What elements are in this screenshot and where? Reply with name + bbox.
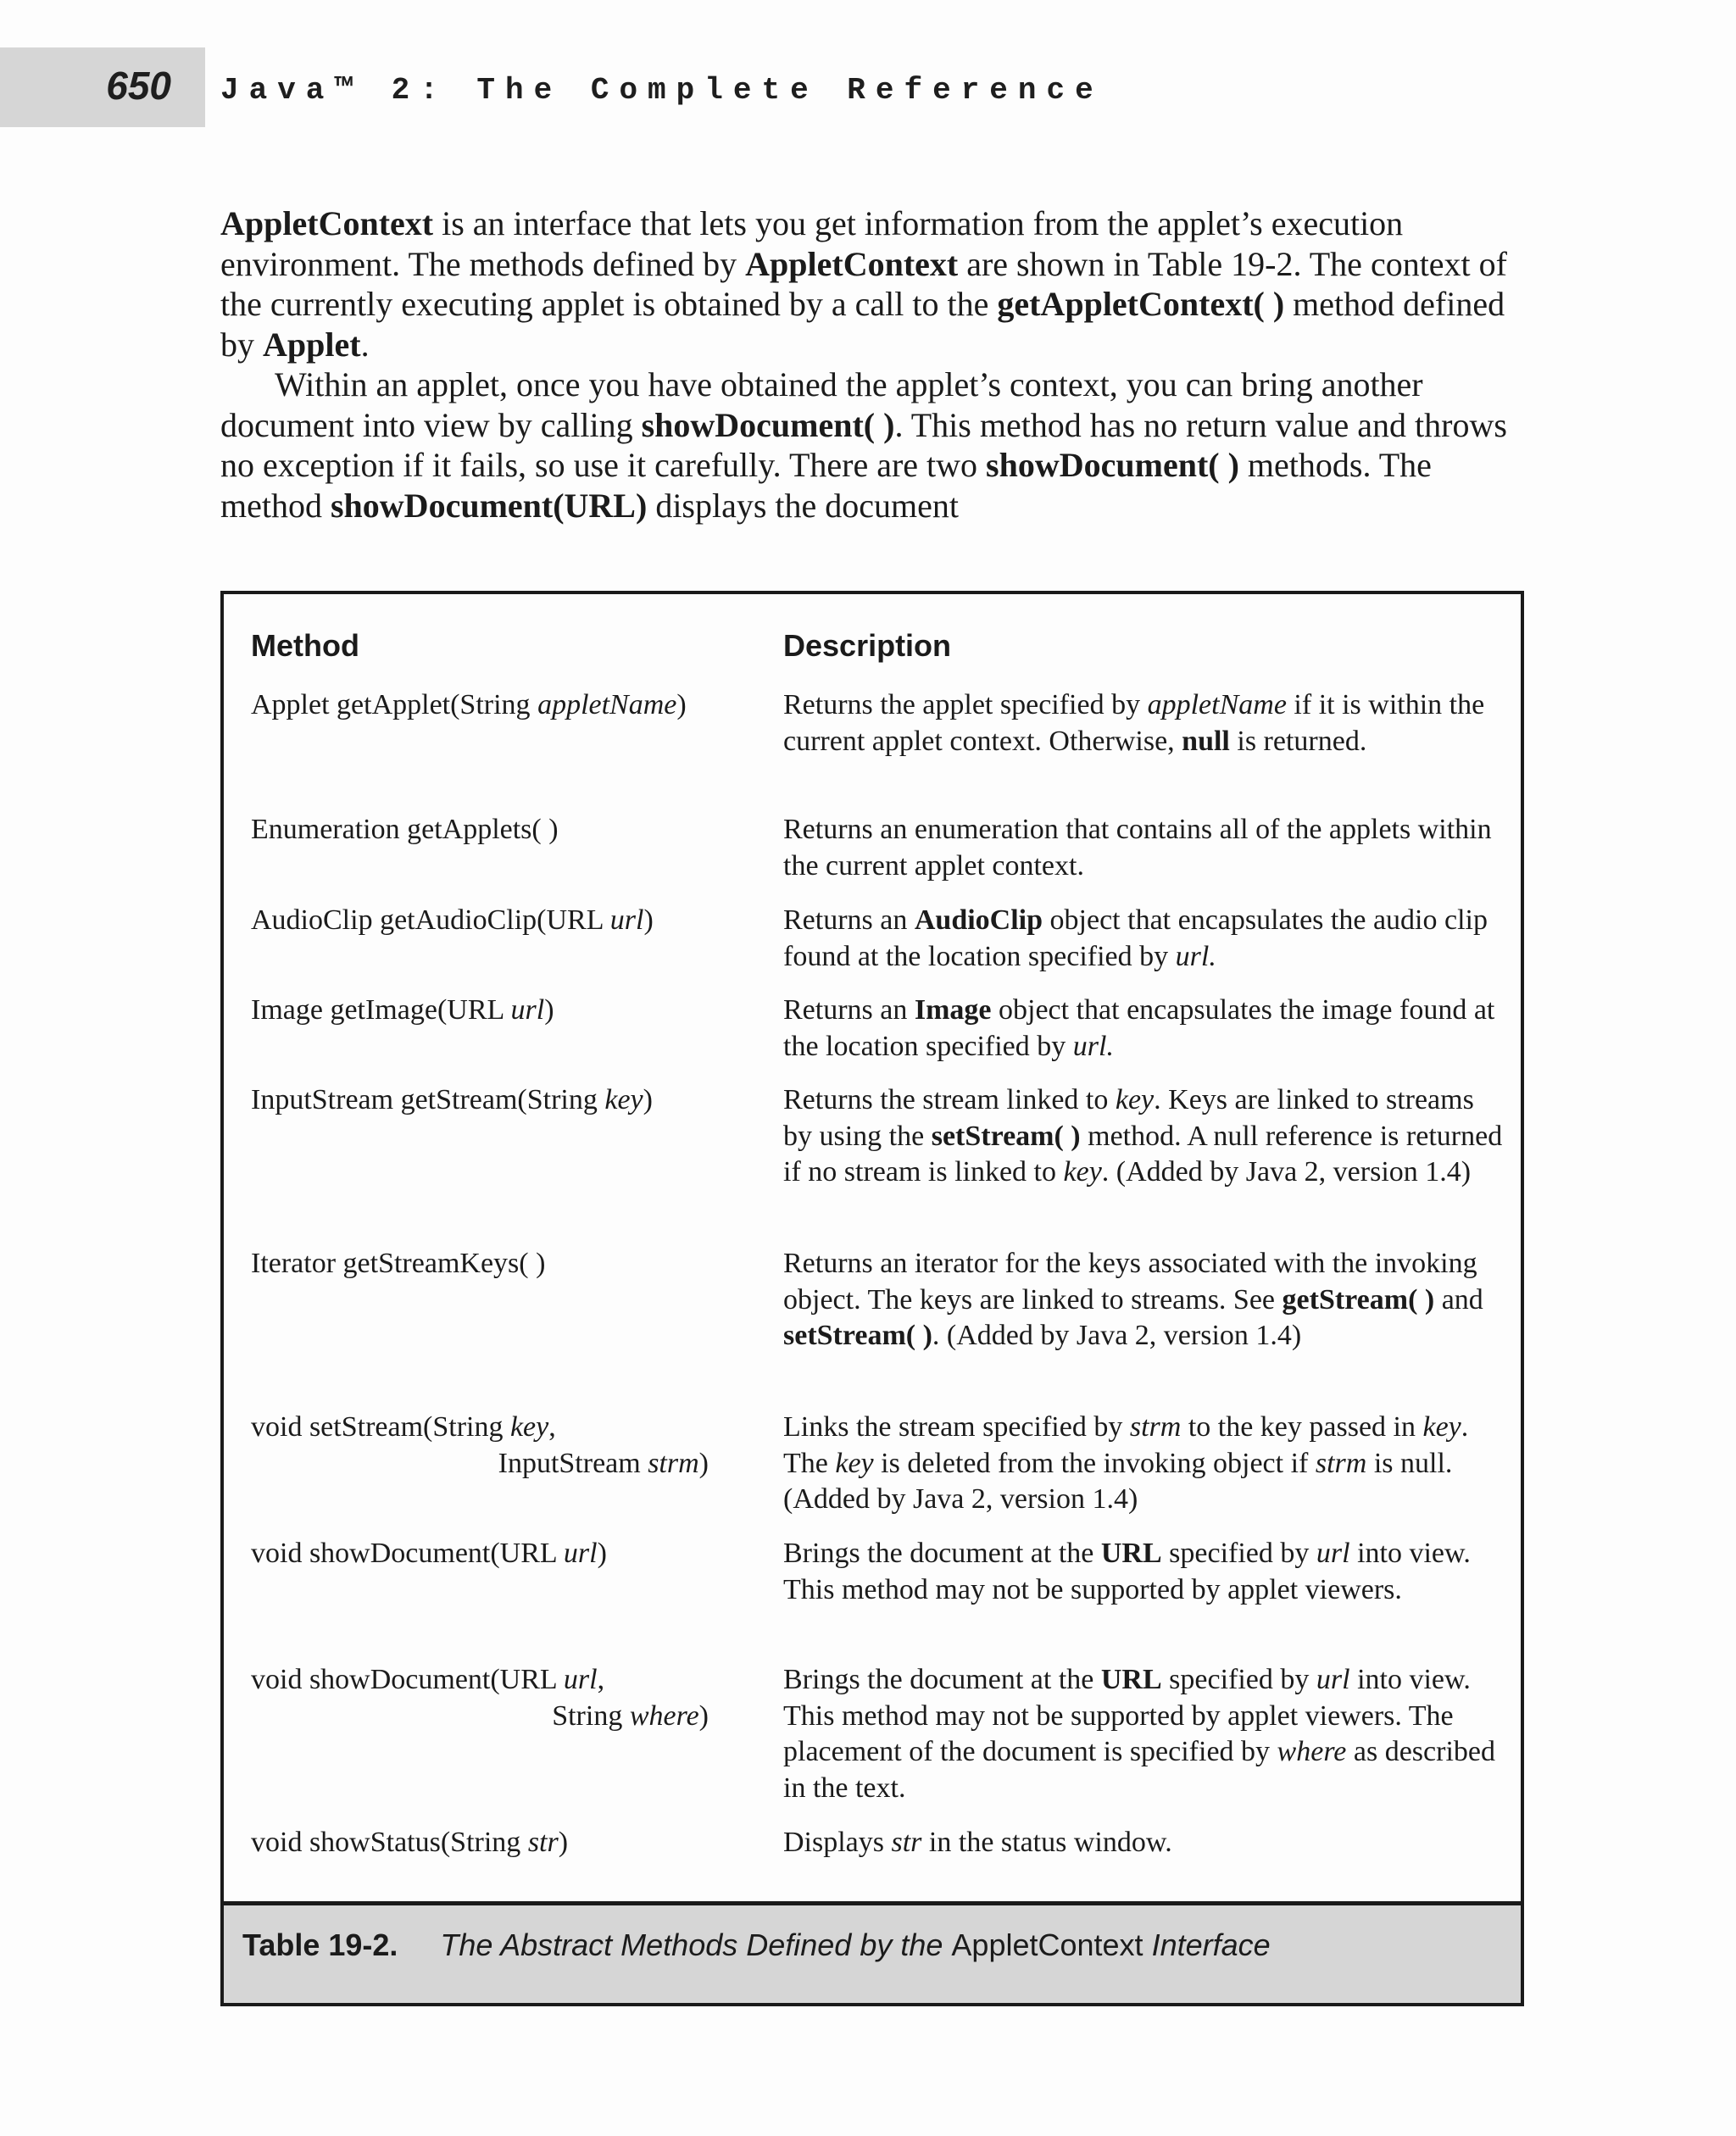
text: InputStream [498,1447,648,1479]
page-number: 650 [106,64,171,108]
param: key [509,1411,549,1443]
term: Applet [263,325,361,364]
text: Returns the applet specified by [783,689,1148,720]
text: void showDocument(URL [251,1664,564,1695]
column-header-method: Method [251,628,359,663]
term: getStream( ) [1282,1283,1435,1316]
methods-table [220,591,1524,2006]
text: . [360,325,370,364]
description-cell [783,903,1504,975]
param: key [604,1084,643,1115]
text: is returned. [1229,725,1367,757]
param: url [510,994,545,1026]
text: Iterator getStreamKeys( ) [251,1248,546,1279]
text: to the key passed in [1181,1411,1423,1443]
body-text [220,203,1526,526]
term: null [1182,725,1230,757]
param: where [629,1699,699,1732]
text: , [548,1411,556,1443]
text: ) [698,1699,709,1732]
text: void showStatus(String [251,1827,528,1858]
table-body [224,594,1521,1905]
term: URL [1100,1538,1162,1569]
description-cell [783,812,1504,884]
param: strm [648,1447,699,1479]
param: key [1422,1411,1461,1443]
text: displays the document [647,486,960,525]
param: str [527,1827,559,1858]
text: is an interface that lets you get information from the applet’s execution environment. The methods defined by [220,204,1404,283]
param: key [835,1447,874,1479]
text: into view. This method may not be supported by applet viewers. The placement of the document is specified by [783,1664,1471,1767]
caption-text: Interface [1143,1927,1271,1962]
caption-label: Table 19-2. [242,1927,398,1962]
param: url. [1175,940,1216,972]
text: into view. This method may not be supported by applet viewers. [783,1538,1471,1605]
param: url [563,1538,598,1569]
text: AudioClip getAudioClip(URL [251,904,610,936]
description-cell [783,1662,1504,1806]
table-caption [242,1927,1271,1963]
text: ) [558,1827,569,1858]
caption-term: AppletContext [951,1927,1143,1962]
method-cell [251,903,760,939]
text: ) [643,1084,653,1115]
text: object that encapsulates the audio clip found at the location specified by [783,904,1488,972]
text: Returns an iterator for the keys associated with the invoking object. The keys are linked to streams. See [783,1248,1477,1316]
text: String [552,1699,630,1732]
param: appletName [1147,689,1287,720]
text: ) [698,1447,709,1479]
description-cell [783,687,1504,759]
text: . (Added by Java 2, version 1.4) [1101,1156,1472,1188]
term: AppletContext [745,244,959,283]
term: Image [914,994,992,1026]
term: setStream( ) [783,1320,932,1351]
text: method. A null reference is returned if no stream is linked to [783,1120,1503,1188]
method-cell [251,993,760,1029]
term: URL [1100,1664,1162,1695]
method-cell [251,1825,760,1861]
description-cell [783,993,1504,1065]
param: str [891,1827,922,1858]
text: ) [597,1538,607,1569]
table-caption-bar [224,1905,1521,2003]
text: is null. (Added by Java 2, version 1.4) [783,1447,1453,1515]
method-continuation [251,1699,709,1735]
term: showDocument(URL) [330,486,648,525]
text: Enumeration getApplets( ) [251,814,559,845]
param: key [1063,1156,1102,1188]
text: Returns an [783,994,915,1026]
param: key [1115,1084,1155,1115]
text: is deleted from the invoking object if [873,1447,1316,1479]
param: url [563,1664,598,1695]
method-cell [251,687,760,724]
text: methods. The method [220,446,1432,525]
text: void showDocument(URL [251,1538,564,1569]
description-cell [783,1246,1504,1354]
text: and [1434,1283,1483,1316]
text: . (Added by Java 2, version 1.4) [932,1320,1302,1351]
term: showDocument( ) [986,446,1239,484]
text: Returns an [783,904,915,936]
method-continuation [251,1446,709,1482]
text: are shown in Table 19-2. The context of the currently executing applet is obtained by a call to the [220,244,1507,323]
text: . The [783,1411,1469,1479]
term: AudioClip [914,904,1043,936]
column-header-description: Description [783,628,952,663]
text: InputStream getStream(String [251,1084,605,1115]
text: . This method has no return value and throws no exception if it fails, so use it carefully. There are two [220,405,1507,484]
text: Returns the stream linked to [783,1084,1116,1115]
running-head: Java™ 2: The Complete Reference [220,73,1104,108]
term: getAppletContext( ) [997,285,1285,323]
page-number-box [0,47,205,127]
paragraph-1 [220,203,1526,364]
text: Brings the document at the [783,1664,1101,1695]
param: url [1316,1538,1350,1569]
text: Displays [783,1827,892,1858]
method-cell [251,1410,760,1482]
text: method defined by [220,285,1505,364]
description-cell [783,1825,1504,1861]
param: appletName [537,689,677,720]
param: url. [1072,1030,1114,1062]
text: void setStream(String [251,1411,510,1443]
text: ) [643,904,654,936]
text: ) [676,689,687,720]
method-cell [251,1246,760,1282]
method-cell [251,1662,760,1734]
text: Returns an enumeration that contains all of the applets within the current applet context. [783,814,1492,882]
method-cell [251,1536,760,1572]
text: specified by [1161,1538,1316,1569]
text: Image getImage(URL [251,994,511,1026]
paragraph-2 [220,364,1526,526]
description-cell [783,1410,1504,1518]
text: , [597,1664,605,1695]
term: setStream( ) [931,1120,1081,1152]
text: ) [544,994,554,1026]
param: strm [1129,1411,1182,1443]
text: as described in the text. [783,1736,1495,1804]
text: Applet getApplet(String [251,689,538,720]
method-cell [251,812,760,848]
param: where [1277,1736,1347,1767]
text: Within an applet, once you have obtained the applet’s context, you can bring another document into view by calling [220,365,1423,444]
text: specified by [1161,1664,1316,1695]
caption-text: The Abstract Methods Defined by the [440,1927,952,1962]
text: in the status window. [921,1827,1172,1858]
description-cell [783,1536,1504,1608]
description-cell [783,1082,1504,1191]
param: url [609,904,644,936]
method-cell [251,1082,760,1119]
term: showDocument( ) [641,405,895,444]
text: if it is within the current applet context. Otherwise, [783,689,1485,757]
text: . Keys are linked to streams by using the [783,1084,1474,1152]
param: url [1316,1664,1350,1695]
text: Links the stream specified by [783,1411,1130,1443]
param: strm [1315,1447,1367,1479]
term: AppletContext [220,204,434,242]
text: object that encapsulates the image found at the location specified by [783,994,1495,1062]
text: Brings the document at the [783,1538,1101,1569]
